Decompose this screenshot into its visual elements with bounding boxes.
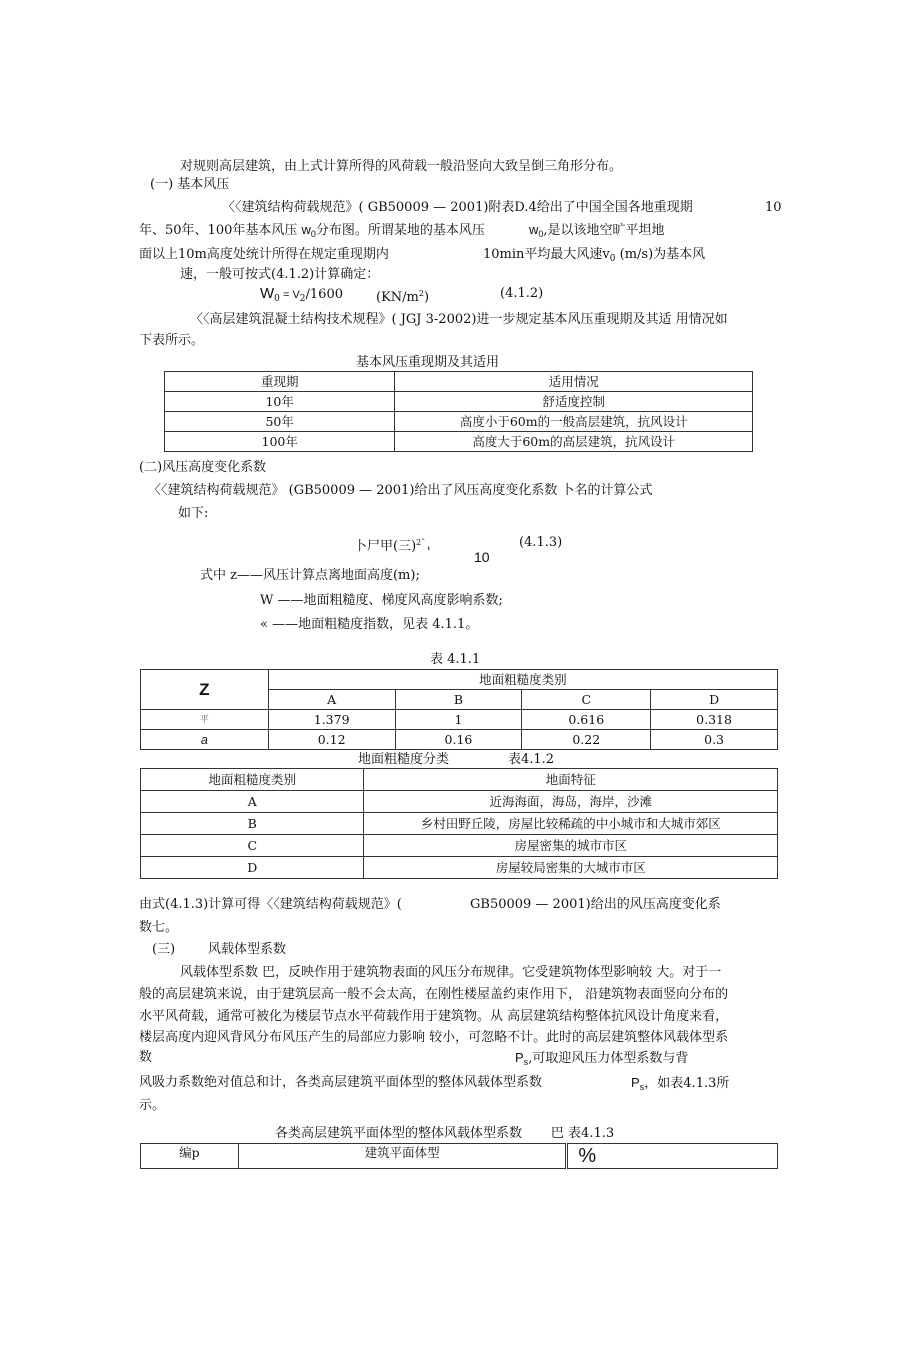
table-cell: 乡村田野丘陵，房屋比较稀疏的中小城市和大城市郊区 xyxy=(364,813,778,835)
paragraph-line xyxy=(139,222,485,242)
table-cell: 0.616 xyxy=(522,710,651,730)
formula-4-1-2 xyxy=(260,286,343,307)
text-run: ,可取迎风压力体型系数与背 xyxy=(528,1051,689,1066)
text-run: 年、50年、100年基本风压 xyxy=(139,223,298,238)
table-header-row xyxy=(141,670,778,690)
section-heading: (三) xyxy=(152,942,176,957)
table-row xyxy=(141,857,778,879)
shape-coefficient-table xyxy=(140,1143,778,1169)
text-run: ) xyxy=(423,290,430,305)
subscript: 2 xyxy=(299,294,306,304)
table-row xyxy=(141,813,778,835)
symbol-p: P xyxy=(515,1050,524,1065)
paragraph-line: 〈〈建筑结构荷载规范》 (GB50009 — 2001)给出了风压高度变化系数 卜名的计算公式 xyxy=(148,483,653,498)
table-row xyxy=(165,392,753,412)
formula-4-1-3 xyxy=(354,535,425,555)
symbol-w: w xyxy=(529,222,539,237)
paragraph-line: 〈〈建筑结构荷载规范》( GB50009 — 2001)附表D.4给出了中国全国各地重现期 xyxy=(222,200,693,215)
row-label-cell: 平 xyxy=(141,710,269,730)
table-row xyxy=(141,730,778,750)
formula-rhs: = V xyxy=(279,289,300,301)
paragraph-line: 面以上10m高度处统计所得在规定重现期内 xyxy=(139,247,389,262)
header-cell: 重现期 xyxy=(165,372,395,392)
paragraph-line: 如下: xyxy=(178,506,209,521)
paragraph-line: 〈〈高层建筑混凝土结构技术规程》( JGJ 3-2002)进一步规定基本风压重现期及其适 用情况如 xyxy=(190,312,728,327)
header-cell: 适用情况 xyxy=(395,372,753,392)
header-cell: 编p xyxy=(141,1144,239,1169)
symbol-w: w xyxy=(301,222,311,237)
table-cell: B xyxy=(141,813,364,835)
return-period-table xyxy=(164,371,753,452)
paragraph-line: 速，一般可按式(4.1.2)计算确定： xyxy=(180,267,380,282)
roughness-coefficient-table xyxy=(140,669,778,750)
table-row xyxy=(165,432,753,452)
paragraph-line: 下表所示。 xyxy=(139,333,205,348)
section-heading: (二)风压高度变化系数 xyxy=(139,460,267,475)
table-cell: 0.3 xyxy=(651,730,778,750)
formula-number: (4.1.2) xyxy=(500,286,544,301)
paragraph-line xyxy=(631,1075,729,1096)
table-cell: 舒适度控制 xyxy=(395,392,753,412)
header-cell: D xyxy=(651,690,778,710)
superscript: 2ˆ xyxy=(416,538,426,547)
table-row xyxy=(165,412,753,432)
paragraph-line: 对规则高层建筑，由上式计算所得的风荷载一般沿竖向大致呈倒三角形分布。 xyxy=(180,159,623,174)
paragraph-line: GB50009 — 2001)给出的风压高度变化系 xyxy=(470,897,721,912)
table-caption: 表4.1.2 xyxy=(508,752,555,767)
group-header-cell: 地面粗糙度类别 xyxy=(268,670,777,690)
formula-tick: ' xyxy=(427,545,431,560)
subscript: s xyxy=(523,1058,529,1068)
table-cell: 50年 xyxy=(165,412,395,432)
table-cell: 100年 xyxy=(165,432,395,452)
table-caption: 表 4.1.1 xyxy=(430,652,481,667)
table-cell: 0.12 xyxy=(268,730,395,750)
table-cell: 高度小于60m的一般高层建筑，抗风设计 xyxy=(395,412,753,432)
symbol-p: P xyxy=(631,1075,640,1090)
formula-number: (4.1.3) xyxy=(519,535,563,550)
table-cell: 10年 xyxy=(165,392,395,412)
table-cell: 房屋密集的城市市区 xyxy=(364,835,778,857)
table-cell: 1 xyxy=(395,710,522,730)
table-caption: 地面粗糙度分类 xyxy=(358,752,450,767)
table-cell: 房屋较局密集的大城市市区 xyxy=(364,857,778,879)
header-cell: 建筑平面体型 xyxy=(238,1144,567,1169)
paragraph-line: 10 xyxy=(765,200,782,215)
subscript: s xyxy=(639,1083,645,1093)
formula-denominator: 10 xyxy=(474,549,490,565)
table-row xyxy=(141,835,778,857)
definition-line: « ——地面粗糙度指数，见表 4.1.1。 xyxy=(260,617,479,632)
paragraph-line: 由式(4.1.3)计算可得〈〈建筑结构荷载规范》( xyxy=(139,897,402,912)
table-cell: A xyxy=(141,791,364,813)
header-cell: A xyxy=(268,690,395,710)
definition-line: W ——地面粗糙度、梯度风高度影响系数; xyxy=(260,593,503,608)
paragraph-line: 楼层高度内迎风背风分布风压产生的局部应力影响 较小，可忽略不计。此时的高层建筑整体风载体型系 xyxy=(139,1030,729,1045)
table-cell: 高度大于60m的高层建筑，抗风设计 xyxy=(395,432,753,452)
table-cell: 0.22 xyxy=(522,730,651,750)
table-cell: 0.318 xyxy=(651,710,778,730)
formula-unit xyxy=(376,286,429,306)
table-cell: C xyxy=(141,835,364,857)
text-run: ，如表4.1.3所 xyxy=(644,1076,730,1091)
header-cell: C xyxy=(522,690,651,710)
paragraph-line: 数 xyxy=(139,1050,153,1065)
table-cell: 1.379 xyxy=(268,710,395,730)
section-heading: (一) 基本风压 xyxy=(150,177,230,192)
table-caption: 各类高层建筑平面体型的整体风载体型系数 巴 表4.1.3 xyxy=(275,1126,615,1141)
table-caption: 基本风压重现期及其适用 xyxy=(356,355,500,370)
paragraph-line: 数七。 xyxy=(139,920,179,935)
subscript: 0 xyxy=(274,294,280,304)
symbol-w0 xyxy=(529,222,665,242)
table-header-row xyxy=(141,1144,778,1169)
section-heading: 风载体型系数 xyxy=(208,942,287,957)
superscript: 2 xyxy=(418,289,424,298)
table-cell: D xyxy=(141,857,364,879)
table-row xyxy=(141,791,778,813)
subscript: 0 xyxy=(538,229,544,239)
paragraph-line: 水平风荷载，通常可被化为楼层节点水平荷载作用于建筑物。从 高层建筑结构整体抗风设计角度来看， xyxy=(139,1009,729,1024)
corner-cell: Z xyxy=(141,670,269,710)
text-run: ,是以该地空旷平坦地 xyxy=(543,223,665,238)
subscript: 0 xyxy=(609,254,616,264)
paragraph-line: 风吸力系数绝对值总和计，各类高层建筑平面体型的整体风载体型系数 xyxy=(139,1075,543,1090)
header-cell: % xyxy=(567,1144,778,1169)
paragraph-line: 风载体型系数 巴，反映作用于建筑物表面的风压分布规律。它受建筑物体型影响较 大。对于一 xyxy=(180,965,722,980)
definition-line: 式中 z——风压计算点离地面高度(m); xyxy=(200,568,420,583)
paragraph-line: 般的高层建筑来说，由于建筑层高一般不会太高，在刚性楼屋盖约束作用下， 沿建筑物表面竖向分布的 xyxy=(139,987,729,1002)
paragraph-line xyxy=(483,247,705,267)
header-cell: B xyxy=(395,690,522,710)
formula-lhs: 卜尸甲(三) xyxy=(354,539,417,554)
table-cell: 近海海面，海岛，海岸，沙滩 xyxy=(364,791,778,813)
table-cell: 0.16 xyxy=(395,730,522,750)
header-cell: 地面特征 xyxy=(364,769,778,791)
header-cell: 地面粗糙度类别 xyxy=(141,769,364,791)
text-run: (KN/m xyxy=(376,290,419,305)
text-run: 10min平均最大风速v xyxy=(483,247,610,262)
table-header-row xyxy=(165,372,753,392)
paragraph-line: 示。 xyxy=(139,1098,166,1113)
formula-lhs: W xyxy=(260,285,275,302)
table-header-row xyxy=(141,769,778,791)
text-run: 分布图。所谓某地的基本风压 xyxy=(315,223,485,238)
paragraph-line xyxy=(515,1050,688,1071)
roughness-class-table xyxy=(140,768,778,879)
table-row xyxy=(141,710,778,730)
symbol-w0 xyxy=(302,222,316,237)
formula-rest: /1600 xyxy=(305,287,343,302)
text-run: (m/s)为基本风 xyxy=(615,247,706,262)
subscript: 0 xyxy=(310,229,316,239)
row-label-cell: a xyxy=(141,730,269,750)
